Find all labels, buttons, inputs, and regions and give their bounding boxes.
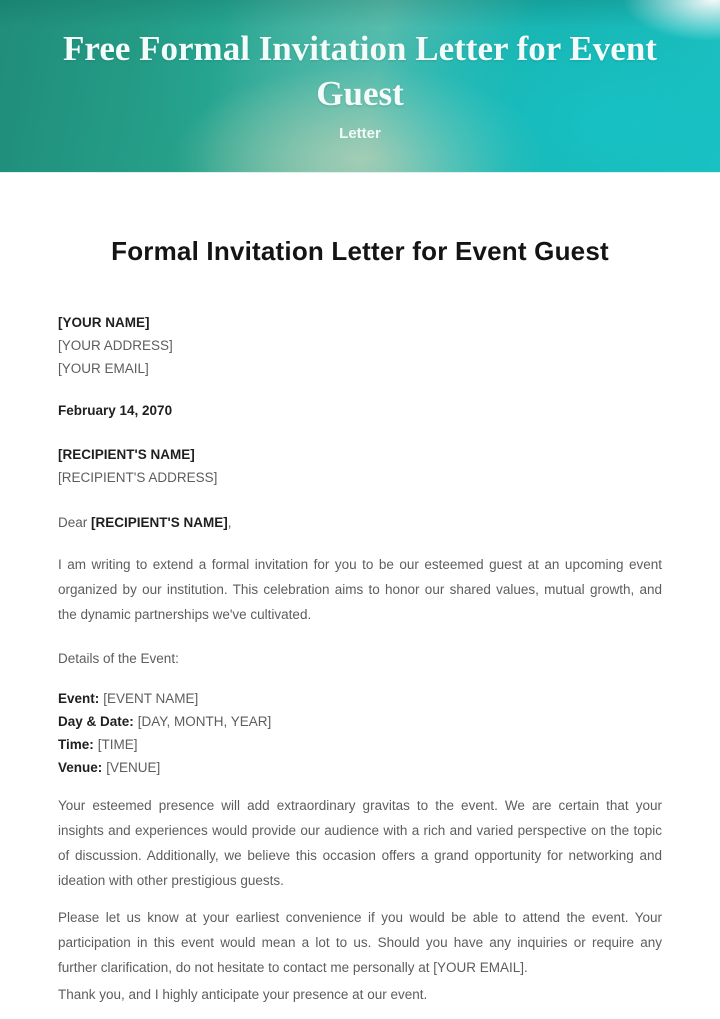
rsvp-paragraph: Please let us know at your earliest convenience if you would be able to attend the event. Your participation in this event would mean a lot to us. Should you have any inquiries or require any further clarification, do not hesitate to contact me personally at [YOUR EMAIL]. [58, 910, 662, 975]
time-label: Time: [58, 737, 94, 752]
event-detail-row [58, 687, 662, 710]
banner [0, 0, 720, 173]
closing-paragraph-truncated: Thank you, and I highly anticipate your presence at our event. [58, 987, 428, 1002]
event-detail-row [58, 710, 662, 733]
recipient-address: [RECIPIENT'S ADDRESS] [58, 470, 218, 485]
salutation-prefix: Dear [58, 515, 92, 530]
salutation-recipient-name: [RECIPIENT'S NAME] [91, 515, 228, 530]
event-detail-row [58, 756, 662, 779]
event-value: [EVENT NAME] [103, 691, 199, 706]
banner-title: Free Formal Invitation Letter for Event Guest [63, 29, 657, 113]
sender-block [58, 311, 662, 380]
sender-address: [YOUR ADDRESS] [58, 338, 173, 353]
venue-value: [VENUE] [106, 760, 161, 775]
presence-paragraph: Your esteemed presence will add extraordinary gravitas to the event. We are certain that your insights and experiences would provide our audience with a rich and varied perspective on the topic of discussion. Additionally, we believe this occasion offers a grand opportunity for networking and ideation with other prestigious guests. [58, 798, 662, 888]
sender-name: [YOUR NAME] [58, 315, 150, 330]
document-title: Formal Invitation Letter for Event Guest [111, 236, 609, 266]
event-label: Event: [58, 691, 100, 706]
recipient-name: [RECIPIENT'S NAME] [58, 447, 195, 462]
time-value: [TIME] [97, 737, 138, 752]
banner-subtitle: Letter [339, 125, 381, 142]
venue-label: Venue: [58, 760, 103, 775]
recipient-block [58, 443, 662, 489]
event-detail-row [58, 733, 662, 756]
salutation [58, 511, 662, 534]
day-date-label: Day & Date: [58, 714, 134, 729]
letter-document [0, 235, 720, 1007]
day-date-value: [DAY, MONTH, YEAR] [137, 714, 272, 729]
sender-email: [YOUR EMAIL] [58, 361, 149, 376]
salutation-suffix: , [227, 515, 232, 530]
event-details-list [58, 687, 662, 779]
details-heading: Details of the Event: [58, 651, 179, 666]
letter-date: February 14, 2070 [58, 403, 173, 418]
intro-paragraph: I am writing to extend a formal invitation for you to be our esteemed guest at an upcoming event organized by our institution. This celebration aims to honor our shared values, mutual growth, and the dynamic partnerships we've cultivated. [58, 557, 662, 622]
